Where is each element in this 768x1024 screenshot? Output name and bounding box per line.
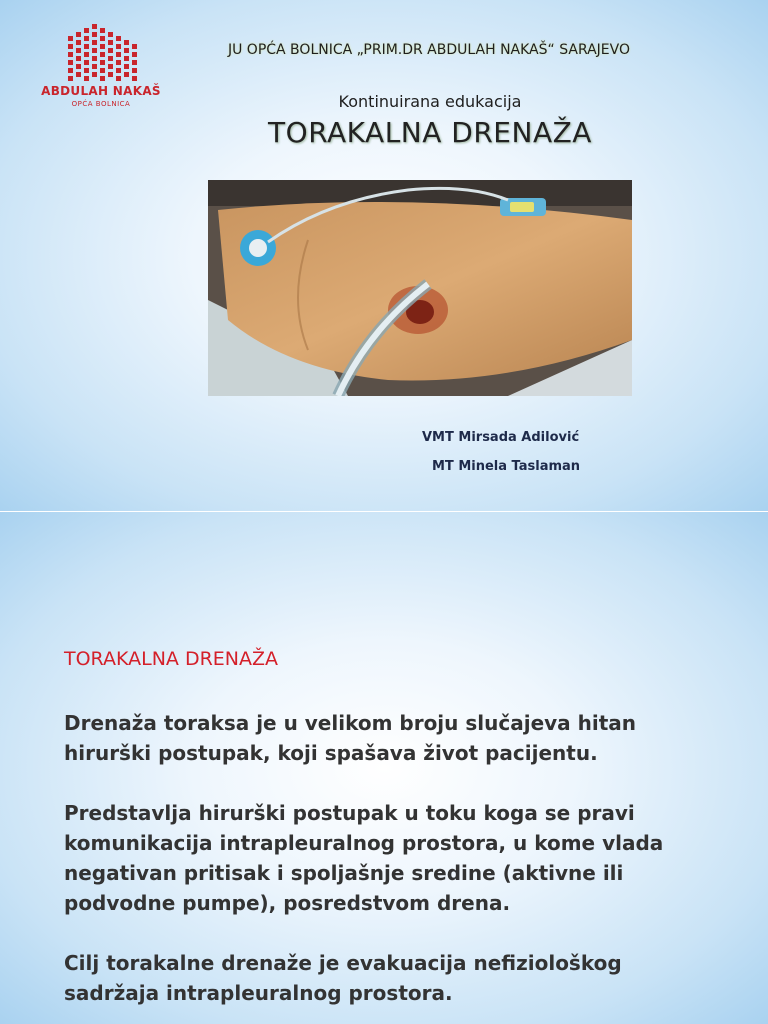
paragraph-1 — [64, 708, 744, 768]
logo-subtitle: OPĆA BOLNICA — [71, 100, 131, 108]
hospital-logo — [40, 22, 162, 112]
slide-subtitle: Kontinuirana edukacija — [338, 92, 522, 111]
paragraph-2 — [64, 798, 744, 918]
text-line: Predstavlja hirurški postupak u toku koga se pravi — [64, 801, 635, 825]
text-line: sadržaja intrapleuralnog prostora. — [64, 981, 453, 1005]
content-slide — [0, 512, 768, 1024]
author-1: VMT Mirsada Adilović — [422, 430, 580, 445]
text-line: Cilj torakalne drenaže je evakuacija nefiziološkog — [64, 951, 622, 975]
slide-title: TORAKALNA DRENAŽA — [268, 116, 592, 149]
paragraph-3 — [64, 948, 744, 1008]
text-line: podvodne pumpe), posredstvom drena. — [64, 891, 511, 915]
author-2: MT Minela Taslaman — [432, 459, 581, 474]
text-line: negativan pritisak i spoljašnje sredine (aktivne ili — [64, 861, 624, 885]
chest-drain-photo — [208, 180, 632, 396]
text-line: Drenaža toraksa je u velikom broju slučajeva hitan — [64, 711, 637, 735]
text-line: komunikacija intrapleuralnog prostora, u kome vlada — [64, 831, 664, 855]
text-line: hirurški postupak, koji spašava život pacijentu. — [64, 741, 598, 765]
logo-grid-icon — [66, 22, 146, 84]
logo-name: ABDULAH NAKAŠ — [41, 84, 161, 98]
section-heading: TORAKALNA DRENAŽA — [64, 648, 279, 670]
hospital-name: JU OPĆA BOLNICA „PRIM.DR ABDULAH NAKAŠ“ SARAJEVO — [227, 42, 631, 58]
